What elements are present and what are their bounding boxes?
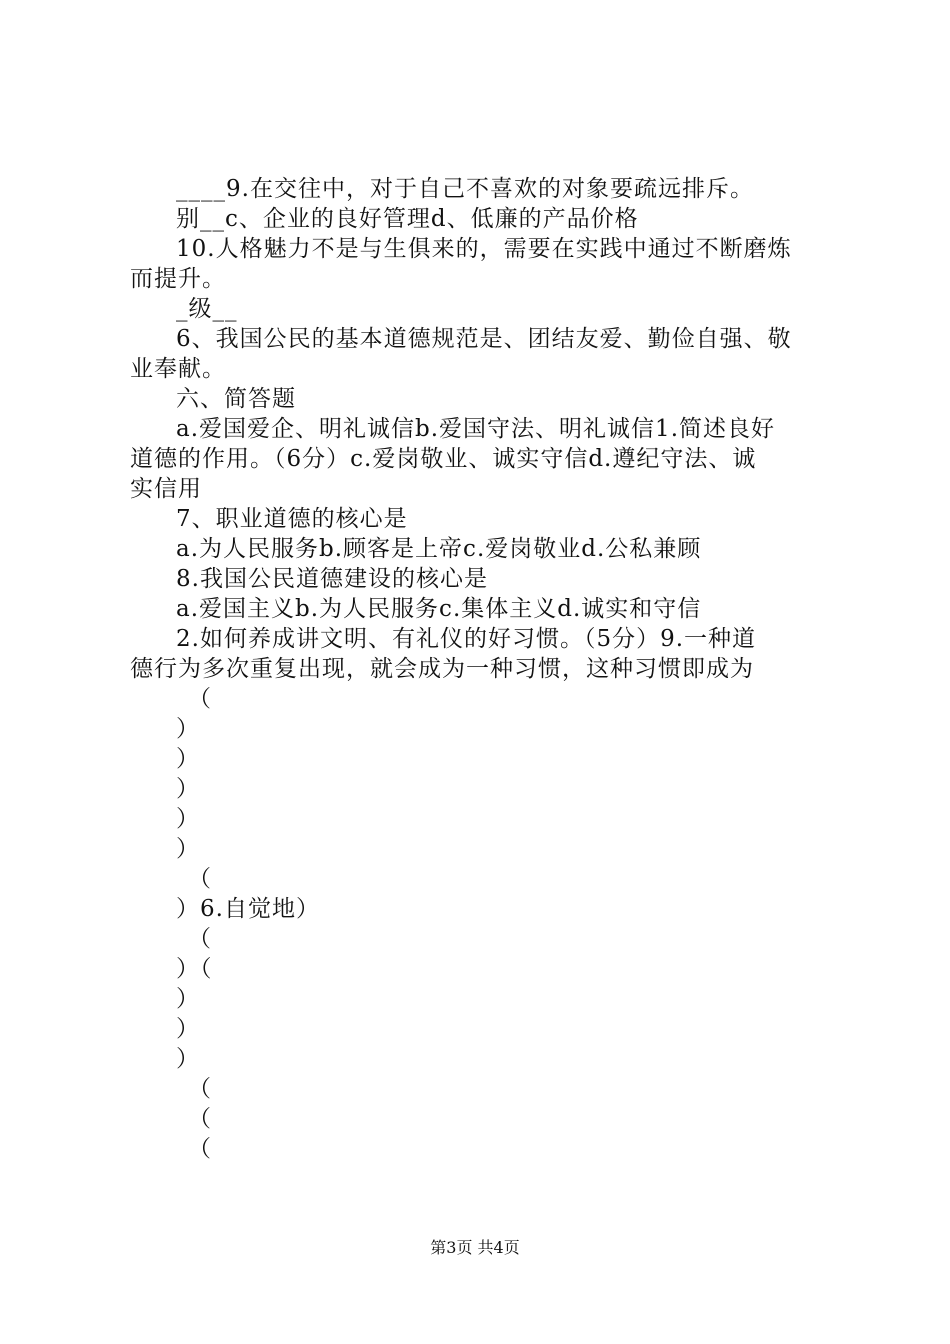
text-line: 道德的作用。（6分）c.爱岗敬业、诚实守信d.遵纪守法、诚 <box>130 446 757 472</box>
text-line: 10.人格魅力不是与生俱来的，需要在实践中通过不断磨炼 <box>176 236 792 262</box>
paren-line: ） <box>176 836 200 862</box>
paren-line: （ <box>188 1136 212 1162</box>
text-line: a.为人民服务b.顾客是上帝c.爱岗敬业d.公私兼顾 <box>176 536 702 562</box>
text-line: ____9.在交往中，对于自己不喜欢的对象要疏远排斥。 <box>176 176 754 202</box>
paren-line: （ <box>188 1106 212 1132</box>
paren-line: （ <box>188 1076 212 1102</box>
text-line: 6、我国公民的基本道德规范是、团结友爱、勤俭自强、敬 <box>176 326 792 352</box>
text-line: _级__ <box>176 296 238 322</box>
text-line: 德行为多次重复出现，就会成为一种习惯，这种习惯即成为 <box>130 656 754 682</box>
paren-line: ） <box>176 1046 200 1072</box>
paren-line: （ <box>188 686 212 712</box>
text-line: 2.如何养成讲文明、有礼仪的好习惯。（5分）9.一种道 <box>176 626 757 652</box>
text-line: 别__c、企业的良好管理d、低廉的产品价格 <box>176 206 639 232</box>
paren-line: （ <box>188 866 212 892</box>
text-line: a.爱国爱企、明礼诚信b.爱国守法、明礼诚信1.简述良好 <box>176 416 776 442</box>
paren-line: ） <box>176 1016 200 1042</box>
paren-line: ） <box>176 716 200 742</box>
section-heading: 六、简答题 <box>176 386 296 412</box>
page-number-footer: 第3页 共4页 <box>430 1238 520 1257</box>
text-line: 实信用 <box>130 476 202 502</box>
paren-line: （ <box>188 926 212 952</box>
paren-line: ） <box>176 806 200 832</box>
text-line: 而提升。 <box>130 266 226 292</box>
paren-line: ） <box>176 986 200 1012</box>
paren-line: ）（ <box>176 956 213 982</box>
text-line: a.爱国主义b.为人民服务c.集体主义d.诚实和守信 <box>176 596 702 622</box>
text-line: 业奉献。 <box>130 356 226 382</box>
paren-line: ） <box>176 776 200 802</box>
paren-line: ）6.自觉地） <box>176 896 320 922</box>
text-line: 7、职业道德的核心是 <box>176 506 408 532</box>
document-body <box>130 174 832 1164</box>
text-line: 8.我国公民道德建设的核心是 <box>176 566 488 592</box>
paren-line: ） <box>176 746 200 772</box>
